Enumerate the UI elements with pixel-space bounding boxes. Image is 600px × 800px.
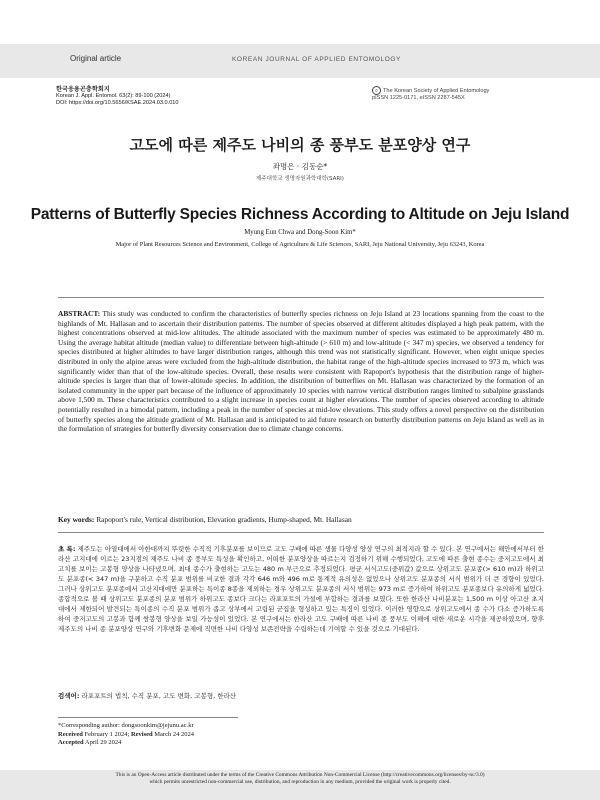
article-type: Original article — [70, 54, 122, 63]
summary-kr-label: 초 록: — [58, 545, 76, 553]
correspondence-block — [58, 722, 358, 748]
copyright-block — [372, 86, 489, 102]
divider — [58, 532, 544, 533]
summary-kr-text: 제주도는 아열대에서 아한대까지 뚜렷한 수직적 기후분포를 보이므로 고도 구배에 따른 생물 다양성 양상 연구의 최적지라 할 수 있다. 본 연구에서는 해안에서부터 한라산 고지대에 이르는 23지점의 제주도 나비 종 풍부도 특성을 확인하고, 어떠한 분포양상을 따르는지 검정하기 위해 수행되었다. 고도에 따른 출현 종수는 중저고도에서 최고치를 보이는 고봉형 양상을 나타냈으며, 최대 종수가 출현하는 고도는 480 m 부근으로 추정되었다. 평균 서식고도(중위값) 값으로 상위고도 분포종(> 610 m)과 하위고도 분포종(< 347 m)을 구분하고 수직 분포 범위를 비교한 결과 각각 646 m와 496 m로 통계적 유의성은 없었으나 상위고도 분포종의 서식 범위가 더 큰 경향이 있었다. 그러나 상위고도 분포종에서 고산지대에만 분포하는 특이종 8종을 제외하는 경우 상위고도 분포종의 서식 범위는 973 m로 증가하여 하위고도 분포종보다 유의하게 넓었다. 종합적으로 볼 때 상위고도 분포종의 분포 범위가 하위고도 종보다 크다는 라포포트의 가설에 부합하는 결과를 보였다. 또한 한라산 나비분포는 1,500 m 이상 아고산 초지대에서 제한되어 발견되는 특이종의 수직 분포 범위가 좁고 상부에서 고립된 군집을 형성하고 있는 특징이 있었다. 이러한 영향으로 상위고도에서 종 수가 다소 증가하도록 하여 중저고도의 고봉과 함께 쌍봉형 양상을 보일 가능성이 있었다. 본 연구에서는 한라산 고도 구배에 따른 나비 종 풍부도 이해에 대한 새로운 시각을 제공하였으며, 향후 제주도의 나비 종 분포양상 연구와 기후변화 문제에 직면한 나비 다양성 보존전략을 수립하는데 기여할 수 있을 것으로 기대된다. — [58, 545, 544, 633]
revised-date: March 24 2024 — [154, 730, 194, 738]
keywords-text: Rapoport's rule, Vertical distribution, Elevation gradients, Hump-shaped, Mt. Hallasan — [94, 515, 352, 524]
doi-link[interactable]: DOI: https://doi.org/10.5656/KSAE.2024.03.0.010 — [56, 100, 179, 107]
abstract-text: This study was conducted to confirm the characteristics of butterfly species richness on Jeju Island at 23 locations spanning from the coast to the highlands of Mt. Hallasan and to ascertain their distribution patterns. The number of species observed at different altitudes displayed a high peak pattern, with the highest concentrations observed at mid-low altitudes. The altitude associated with the maximum number of species was estimated to be approximately 480 m. Using the average habitat altitude (median value) to differentiate between high-altitude (> 610 m) and low-altitude (< 347 m) species, we observed a tendency for species distributed at higher altitudes to have larger distribution ranges, although this trend was not statistically significant. However, when eight unique species distributed in only the alpine areas were excluded from the high-altitude distribution, the habitat range of the high-altitude species increased to 973 m, which was significantly wider than that of the low-altitude species. Overall, these results were consistent with Rapoport's hypothesis that the distribution range of higher-altitude species is larger than that of lower-altitude species. In addition, the distribution of butterflies on Mt. Hallasan was characterized by the formation of an isolated community in the upper part because of the influence of approximately 10 species with narrow vertical distribution ranges limited to subalpine grasslands above 1,500 m. These characteristics contributed to a slight increase in species count at higher elevations. The number of species observed according to altitude potentially resulted in a bimodal pattern, including a peak in the number of species at mid-low elevations. This study offers a novel perspective on the distribution of butterfly species along the altitude gradient of Mt. Hallasan and is anticipated to aid future research on butterfly distribution patterns on Jeju Island as well as in the formulation of strategies for butterfly diversity conservation due to climate change concerns. — [58, 309, 544, 434]
issn: pISSN 1225-0171, eISSN 2287-545X — [372, 95, 465, 102]
affiliation-en: Major of Plant Resources Science and Environment, College of Agriculture & Life Sciences, SARI, Jeju National University, Jeju 63243, Korea — [115, 241, 485, 248]
abstract-label: ABSTRACT: — [58, 309, 101, 318]
keywords-label: Key words: — [58, 515, 95, 524]
journal-name-en: KOREAN JOURNAL OF APPLIED ENTOMOLOGY — [232, 56, 401, 63]
copyright: The Korean Society of Applied Entomology — [383, 87, 490, 94]
license-line-1: This is an Open-Access article distributed under the terms of the Creative Commons Attribution Non-Commercial License (http://creativecommons.org/licenses/by-nc/3.0) — [115, 772, 485, 778]
received-date: February 1 2024; — [84, 730, 130, 738]
abstract — [58, 309, 544, 434]
corresponding-author[interactable]: *Corresponding author: dongsoonkim@jejunu.ac.kr — [58, 722, 194, 729]
affiliation-kr: 제주대학교 생명자원과학대학(SARI) — [256, 176, 344, 182]
license-text — [40, 772, 560, 787]
license-line-2: which permits unrestricted non-commercial use, distribution, and reproduction in any medium, provided the original work is properly cited. — [149, 779, 451, 786]
revised-label: Revised — [130, 730, 153, 738]
keywords-kr-text: 라포포트의 법칙, 수직 분포, 고도 변화, 고봉형, 한라산 — [79, 692, 237, 700]
keywords — [58, 515, 544, 525]
accepted-date: April 29 2024 — [84, 739, 122, 747]
journal-name-kr: 한국응용곤충학회지 — [56, 86, 110, 93]
citation-block — [56, 86, 179, 108]
keywords-kr-label: 검색어: — [58, 692, 80, 700]
summary-kr — [58, 544, 544, 634]
citation: Korean J. Appl. Entomol. 63(2): 89-100 (2024) — [56, 93, 171, 100]
divider — [58, 297, 544, 298]
title-kr: 고도에 따른 제주도 나비의 종 풍부도 분포양상 연구 — [129, 136, 471, 154]
authors-en: Myung Eun Chwa and Dong-Soon Kim* — [244, 229, 356, 236]
copyright-icon: © — [372, 86, 381, 95]
divider — [58, 717, 238, 718]
received-label: Received — [58, 730, 83, 738]
accepted-label: Accepted — [58, 739, 84, 747]
title-en: Patterns of Butterfly Species Richness According to Altitude on Jeju Island — [30, 206, 570, 223]
keywords-kr — [58, 691, 544, 701]
authors-kr: 좌명은 · 김동순* — [272, 162, 328, 171]
